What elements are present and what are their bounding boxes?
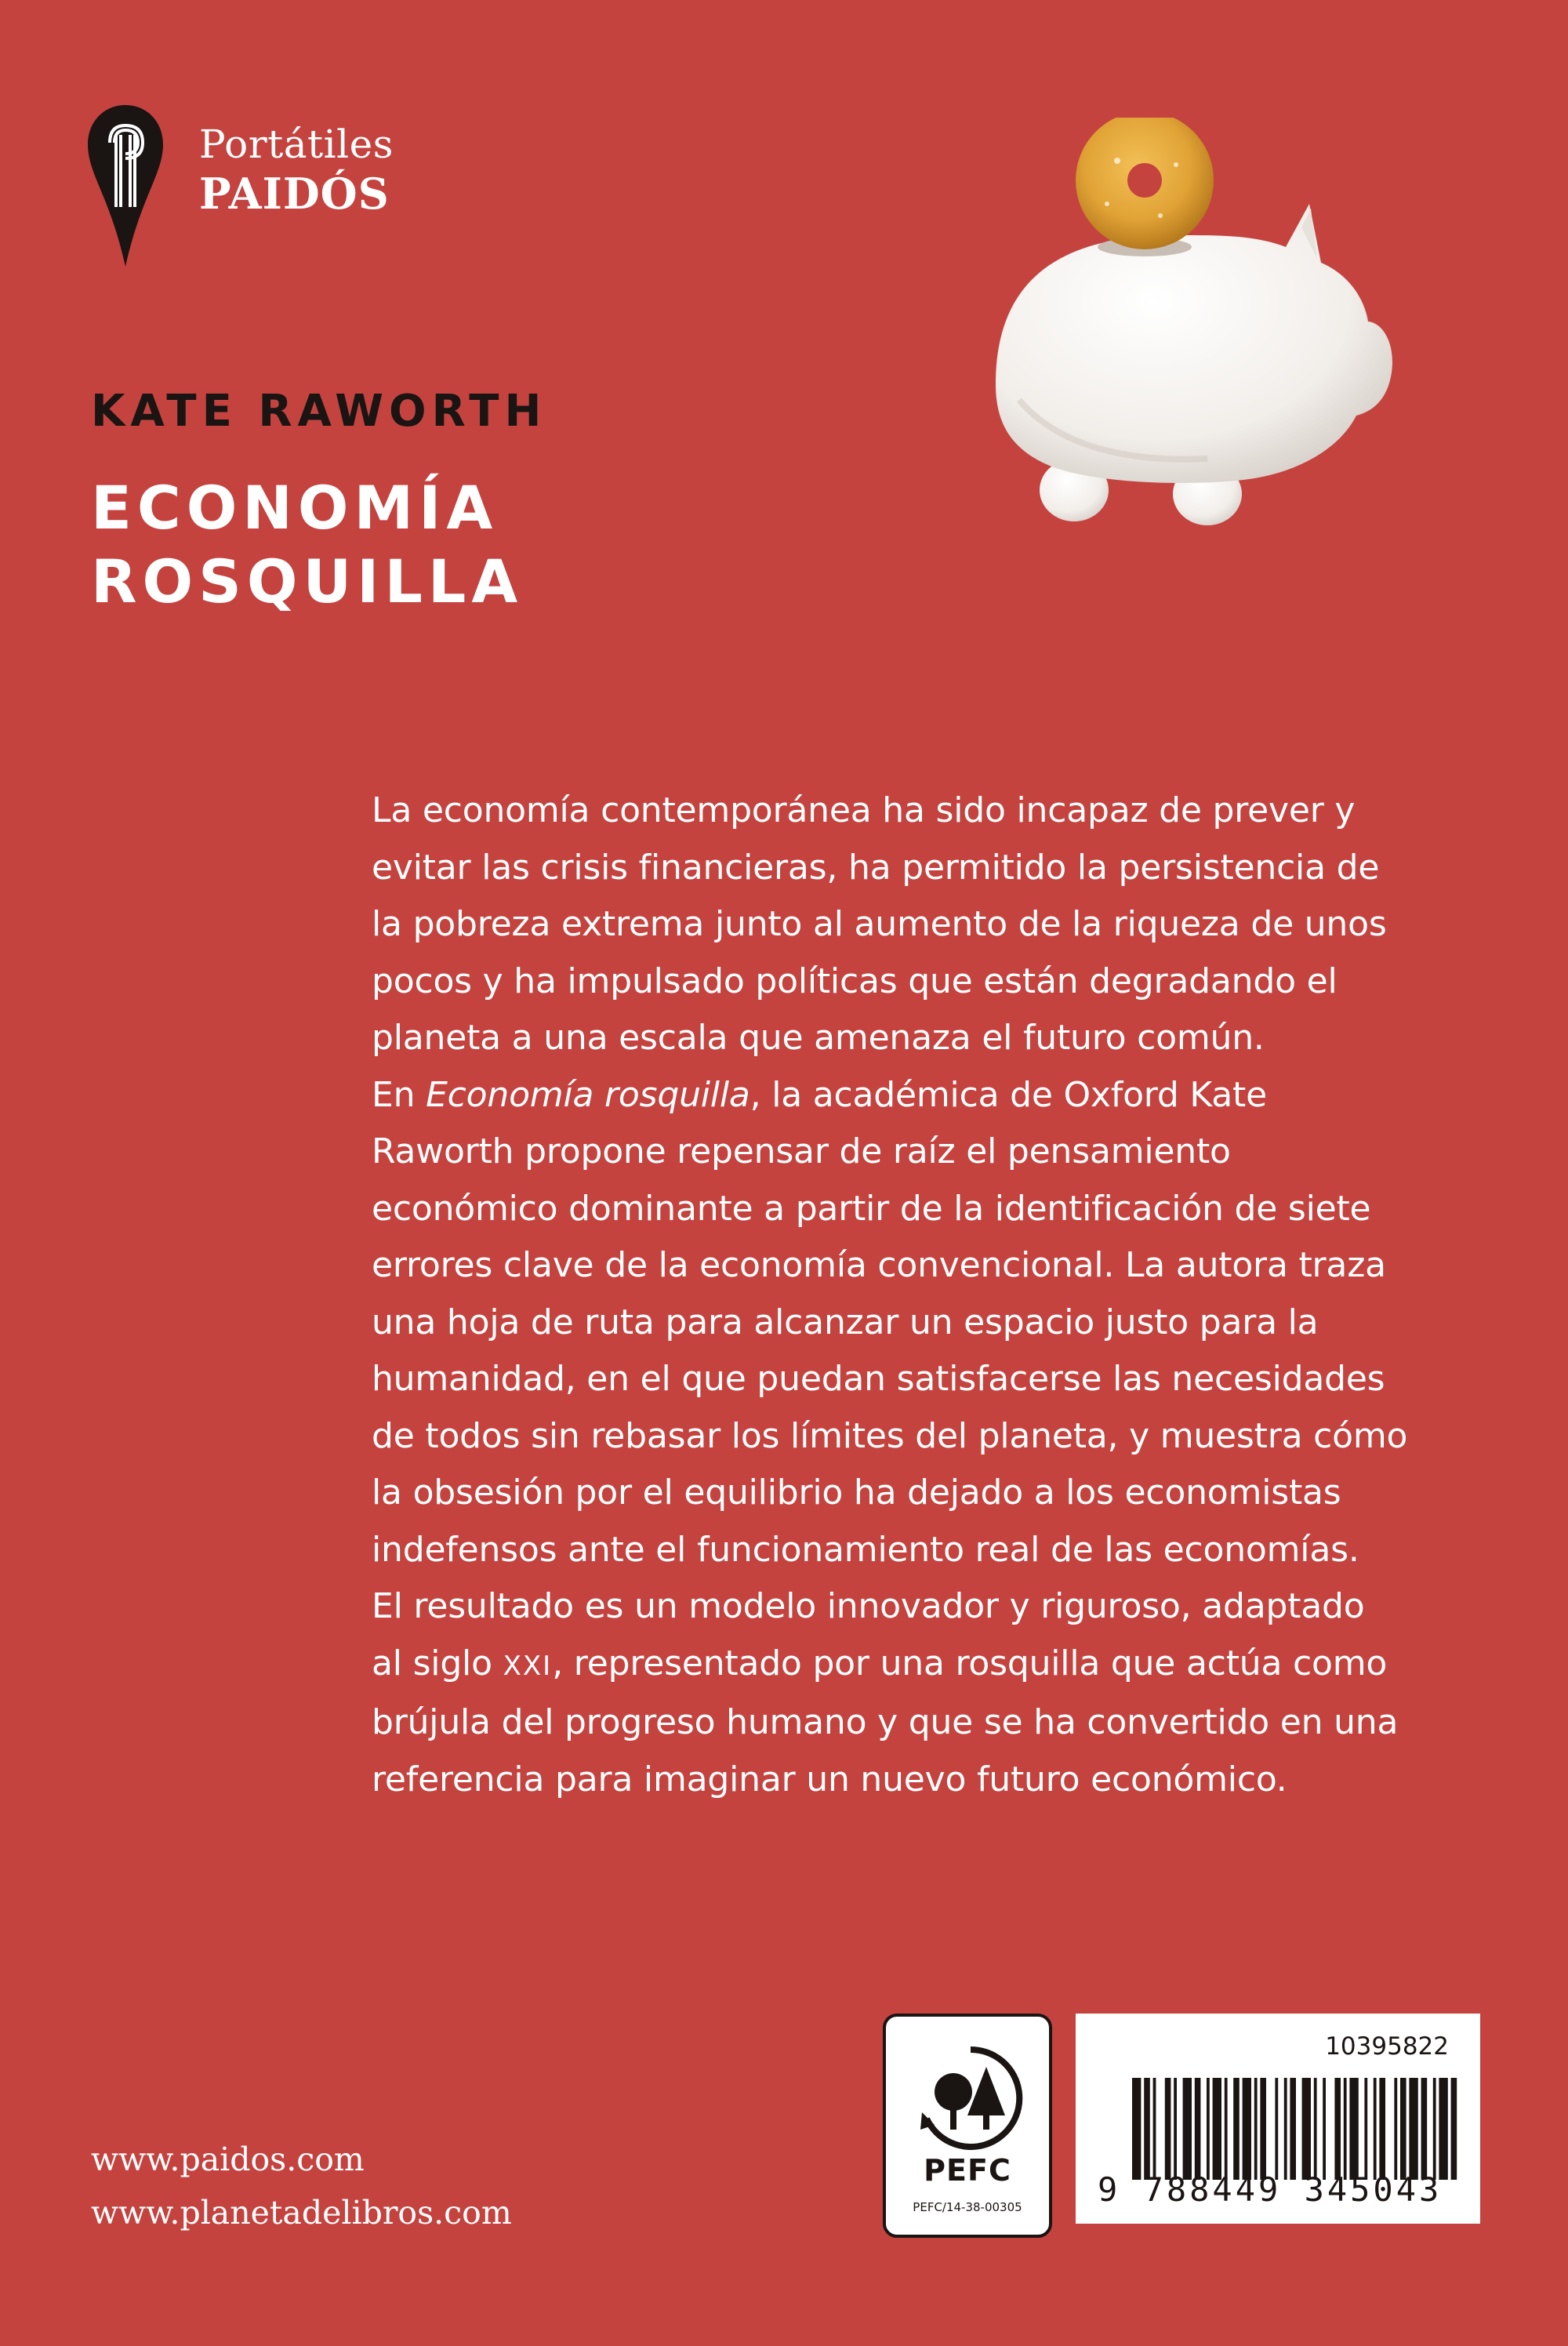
- barcode-bar: [1400, 2078, 1406, 2180]
- blurb-text: al siglo: [372, 1643, 503, 1683]
- barcode-bar: [1275, 2078, 1278, 2180]
- barcode-bar: [1374, 2078, 1377, 2180]
- barcode-bar: [1132, 2078, 1141, 2180]
- blurb-text: , representado por una rosquilla que actúa como: [552, 1643, 1388, 1683]
- blurb-line: errores clave de la economía convencional. La autora traza: [372, 1245, 1386, 1285]
- barcode-bar: [1433, 2078, 1436, 2180]
- piggy-bank-donut-image: [972, 118, 1411, 557]
- barcode-bar: [1421, 2078, 1428, 2180]
- barcode-bar: [1290, 2078, 1296, 2180]
- blurb-line: una hoja de ruta para alcanzar un espacio justo para la: [372, 1302, 1319, 1342]
- barcode-bar: [1394, 2078, 1397, 2180]
- publisher-name: [199, 121, 394, 220]
- barcode-bar: [1243, 2078, 1251, 2180]
- website-paidos: www.paidos.com: [91, 2141, 365, 2178]
- pefc-trees-icon: [916, 2043, 1025, 2150]
- blurb-line: pocos y ha impulsado políticas que están degradando el: [372, 961, 1338, 1001]
- barcode-bar: [1195, 2078, 1201, 2180]
- barcode-bar: [1213, 2078, 1221, 2180]
- barcode-bar: [1284, 2078, 1287, 2180]
- blurb-line: indefensos ante el funcionamiento real de las economías.: [372, 1529, 1359, 1570]
- pefc-code: PEFC/14-38-00305: [913, 2200, 1022, 2214]
- barcode-bar: [1183, 2078, 1192, 2180]
- author-name: KATE RAWORTH: [91, 386, 547, 437]
- barcode-bar: [1451, 2078, 1457, 2180]
- pefc-certification-badge: [883, 2014, 1052, 2238]
- barcode-bar: [1174, 2078, 1177, 2180]
- barcode-bar: [1233, 2078, 1240, 2180]
- blurb-line: El resultado es un modelo innovador y riguroso, adaptado: [372, 1586, 1365, 1626]
- barcode-bar: [1153, 2078, 1156, 2180]
- blurb-text: En: [372, 1074, 426, 1115]
- book-title-italic: Economía rosquilla: [426, 1074, 750, 1115]
- blurb-line: planeta a una escala que amenaza el futuro común.: [372, 1018, 1265, 1058]
- title-line-1: ECONOMÍA: [91, 473, 499, 543]
- blurb-line: la pobreza extrema junto al aumento de la riqueza de unos: [372, 904, 1387, 944]
- barcode-top-number: 10395822: [1325, 2032, 1449, 2061]
- publisher-line1: Portátiles: [199, 122, 394, 167]
- website-planetadelibros: www.planetadelibros.com: [91, 2194, 512, 2232]
- blurb-line: humanidad, en el que puedan satisfacerse las necesidades: [372, 1359, 1385, 1399]
- barcode-bar: [1439, 2078, 1447, 2180]
- blurb-line: referencia para imaginar un nuevo futuro económico.: [372, 1759, 1287, 1799]
- barcode-bar: [1207, 2078, 1210, 2180]
- barcode-bar: [1344, 2078, 1347, 2180]
- publisher-websites: [91, 2133, 512, 2239]
- barcode-bar: [1225, 2078, 1228, 2180]
- barcode-bar: [1334, 2078, 1341, 2180]
- blurb-line-with-italic: [372, 1067, 1524, 1124]
- barcode-bar: [1165, 2078, 1171, 2180]
- century-numeral: XXI: [503, 1650, 553, 1682]
- blurb-line: La economía contemporánea ha sido incapaz de prever y: [372, 790, 1356, 830]
- pefc-label: PEFC: [924, 2153, 1011, 2188]
- blurb-line: evitar las crisis financieras, ha permitido la persistencia de: [372, 847, 1380, 888]
- barcode-bar: [1254, 2078, 1258, 2180]
- barcode-bars-icon: [1132, 2078, 1460, 2180]
- blurb-line: brújula del progreso humano y que se ha convertido en una: [372, 1702, 1399, 1742]
- back-cover-blurb: [372, 783, 1524, 1808]
- blurb-line: económico dominante a partir de la identificación de siete: [372, 1188, 1371, 1229]
- barcode-bar: [1349, 2078, 1358, 2180]
- blurb-line: Raworth propone repensar de raíz el pensamiento: [372, 1131, 1231, 1171]
- barcode-bar: [1364, 2078, 1367, 2180]
- publisher-line2: PAIDÓS: [199, 169, 390, 219]
- isbn-number: 9 788449 345043: [1098, 2170, 1443, 2209]
- barcode-bar: [1409, 2078, 1417, 2180]
- publisher-logo: [86, 104, 394, 268]
- blurb-text: , la académica de Oxford Kate: [750, 1074, 1267, 1115]
- blurb-line-with-smallcaps: [372, 1636, 1524, 1695]
- isbn-barcode: [1076, 2014, 1480, 2224]
- barcode-bar: [1260, 2078, 1266, 2180]
- blurb-line: de todos sin rebasar los límites del planeta, y muestra cómo: [372, 1415, 1408, 1456]
- barcode-bar: [1144, 2078, 1150, 2180]
- barcode-bar: [1379, 2078, 1385, 2180]
- barcode-bar: [1323, 2078, 1326, 2180]
- book-title: [91, 473, 524, 626]
- barcode-bar: [1302, 2078, 1311, 2180]
- title-line-2: ROSQUILLA: [91, 547, 524, 616]
- map-pin-logo-icon: [86, 104, 165, 268]
- blurb-line: la obsesión por el equilibrio ha dejado a los economistas: [372, 1473, 1341, 1513]
- barcode-bar: [1314, 2078, 1317, 2180]
